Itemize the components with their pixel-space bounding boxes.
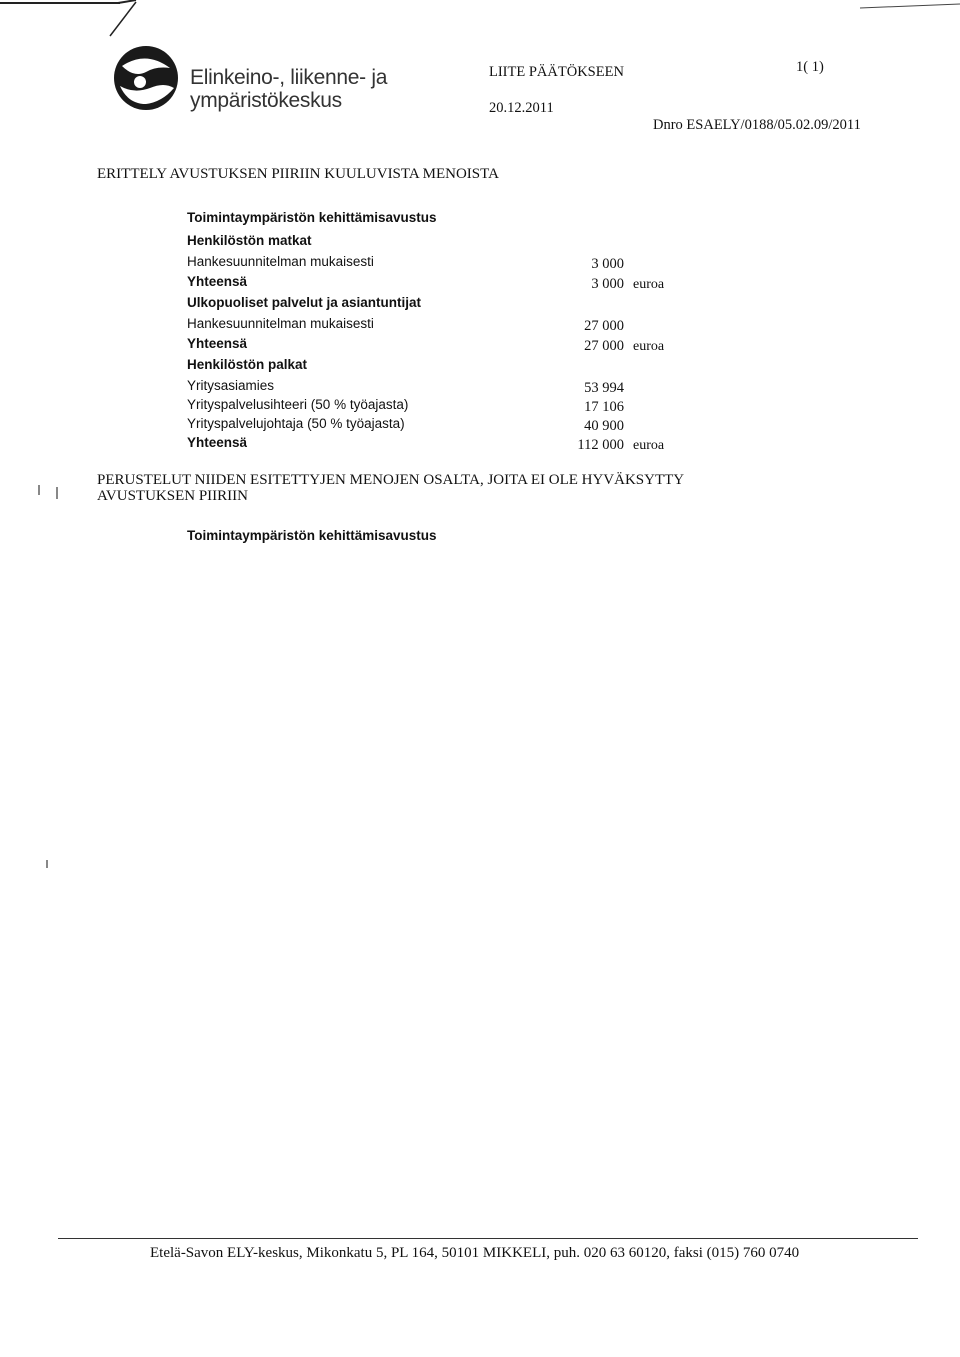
row-label: Hankesuunnitelman mukaisesti bbox=[187, 316, 374, 331]
page-title: ERITTELY AVUSTUKSEN PIIRIIN KUULUVISTA MENOISTA bbox=[97, 166, 499, 182]
footer-divider bbox=[58, 1238, 918, 1239]
scan-mark bbox=[56, 487, 58, 499]
scan-edge-mark bbox=[0, 0, 960, 40]
total-amount: 27 000 bbox=[584, 338, 624, 354]
row-label: Hankesuunnitelman mukaisesti bbox=[187, 254, 374, 269]
section2-subheading: Toimintaympäristön kehittämisavustus bbox=[187, 528, 437, 543]
row-label: Yrityspalvelujohtaja (50 % työajasta) bbox=[187, 416, 405, 431]
row-amount: 27 000 bbox=[584, 318, 624, 334]
dnro: Dnro ESAELY/0188/05.02.09/2011 bbox=[653, 117, 861, 133]
scan-mark bbox=[38, 485, 40, 495]
row-amount: 40 900 bbox=[584, 418, 624, 434]
footer-address: Etelä-Savon ELY-keskus, Mikonkatu 5, PL 164, 50101 MIKKELI, puh. 020 63 60120, faksi (015) 760 0740 bbox=[150, 1245, 800, 1261]
row-label: Yrityspalvelusihteeri (50 % työajasta) bbox=[187, 397, 409, 412]
unit-label: euroa bbox=[633, 438, 665, 453]
unit-label: euroa bbox=[633, 339, 665, 354]
total-label: Yhteensä bbox=[187, 274, 248, 289]
group-heading-travel: Henkilöstön matkat bbox=[187, 233, 312, 248]
org-name-line2: ympäristökeskus bbox=[190, 89, 342, 112]
section1-heading: Toimintaympäristön kehittämisavustus bbox=[187, 210, 437, 225]
page-number: 1( 1) bbox=[796, 59, 824, 75]
section2-heading-line1: PERUSTELUT NIIDEN ESITETTYJEN MENOJEN OSALTA, JOITA EI OLE HYVÄKSYTTY bbox=[97, 472, 685, 488]
row-amount: 53 994 bbox=[584, 380, 624, 396]
row-amount: 17 106 bbox=[584, 399, 624, 415]
section2-heading-line2: AVUSTUKSEN PIIRIIN bbox=[97, 488, 248, 504]
ely-logo-icon bbox=[110, 42, 182, 112]
row-label: Yritysasiamies bbox=[187, 378, 275, 393]
unit-label: euroa bbox=[633, 277, 665, 292]
doc-date: 20.12.2011 bbox=[489, 100, 554, 116]
total-amount: 3 000 bbox=[591, 276, 624, 292]
doc-type: LIITE PÄÄTÖKSEEN bbox=[489, 64, 624, 80]
total-amount: 112 000 bbox=[577, 437, 624, 453]
group-heading-salaries: Henkilöstön palkat bbox=[187, 357, 308, 372]
total-label: Yhteensä bbox=[187, 435, 248, 450]
org-name-line1: Elinkeino-, liikenne- ja bbox=[190, 66, 388, 89]
group-heading-services: Ulkopuoliset palvelut ja asiantuntijat bbox=[187, 295, 422, 310]
total-label: Yhteensä bbox=[187, 336, 248, 351]
scan-mark bbox=[46, 860, 48, 868]
row-amount: 3 000 bbox=[591, 256, 624, 272]
